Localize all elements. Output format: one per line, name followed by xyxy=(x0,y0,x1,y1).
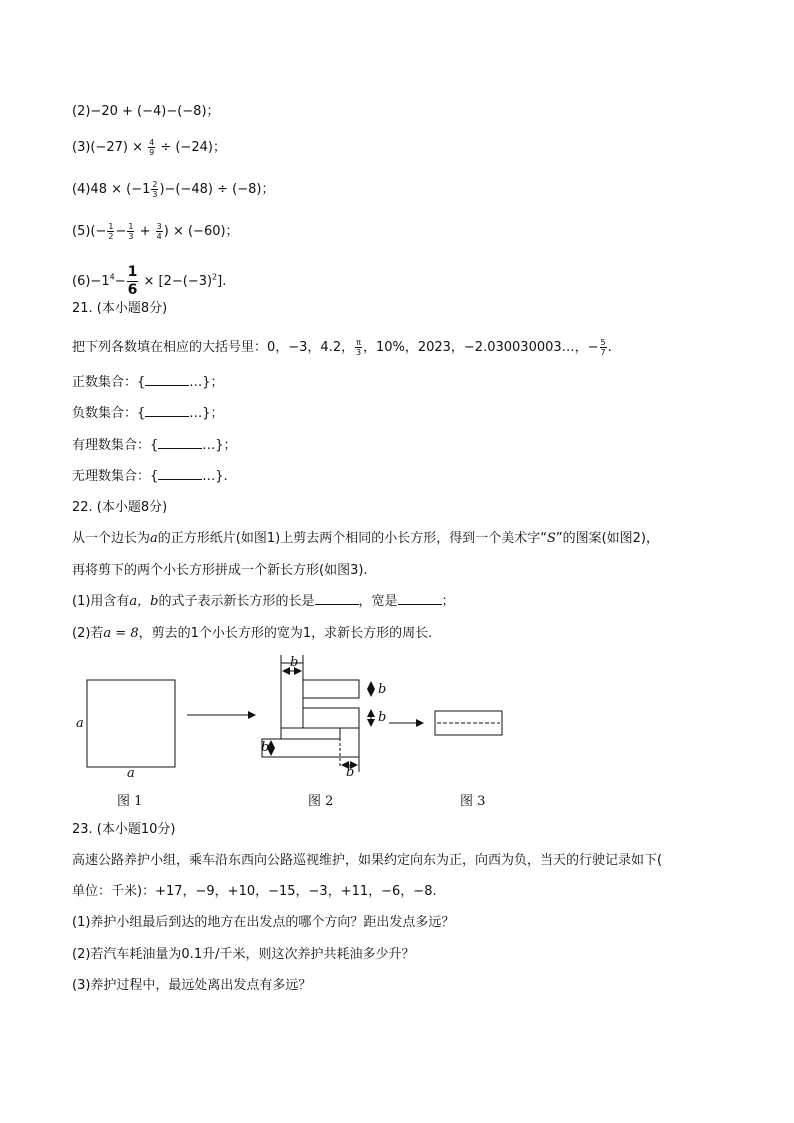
letter-s: S xyxy=(546,531,556,546)
fraction-numerator: 5 xyxy=(600,338,606,347)
math-expression: × [2−(−3) xyxy=(139,274,213,289)
fraction-numerator: 1 xyxy=(128,222,134,231)
figure-2-s-shape xyxy=(262,655,359,772)
fraction-numerator: π xyxy=(356,338,361,347)
variable: a xyxy=(150,531,158,546)
set-name: 负数集合：{ xyxy=(72,406,146,421)
caption-figure-1: 图 1 xyxy=(117,794,143,809)
math-expression: −20 + (−4)−(−8)； xyxy=(90,104,220,119)
label-a-side: a xyxy=(76,716,84,731)
item-label: (6) xyxy=(72,274,91,289)
exponent: 2 xyxy=(212,272,218,282)
equation: a = 8 xyxy=(103,626,139,641)
label-b: b xyxy=(378,710,387,725)
text: ”的图案(如图2)， xyxy=(555,531,659,546)
fraction-denominator: 4 xyxy=(156,232,162,241)
caption-figure-3: 图 3 xyxy=(460,794,486,809)
question-23-item-2: (2)若汽车耗油量为0.1升/千米，则这次养护共耗油多少升？ xyxy=(72,947,415,962)
question-23-heading: 23. (本小题10分) xyxy=(72,822,176,837)
math-expression: (−27) × xyxy=(90,140,148,155)
fraction-numerator: 2 xyxy=(152,180,158,189)
math-expression: −1 xyxy=(90,274,110,289)
fraction-denominator: 7 xyxy=(600,348,606,357)
set-tail: …}. xyxy=(202,469,228,484)
fraction-denominator: 9 xyxy=(149,148,155,157)
fraction-denominator: 6 xyxy=(127,282,138,298)
label-b: b xyxy=(261,740,270,755)
item-label: (2) xyxy=(72,104,91,119)
fraction-denominator: 3 xyxy=(128,232,134,241)
set-tail: …}； xyxy=(189,375,224,390)
math-expression: ]. xyxy=(217,274,227,289)
text: (1)用含有 xyxy=(72,594,130,609)
intro-text: ，10%，2023，−2.030030003…，− xyxy=(362,340,599,355)
caption-figure-2: 图 2 xyxy=(308,794,334,809)
figure-1-square xyxy=(87,680,175,767)
set-name: 有理数集合：{ xyxy=(72,438,159,453)
intro-text: 把下列各数填在相应的大括号里：0，−3，4.2， xyxy=(72,340,355,355)
item-label: (5) xyxy=(72,224,91,239)
question-23-item-3: (3)养护过程中，最远处离出发点有多远？ xyxy=(72,978,312,993)
fraction-numerator: 1 xyxy=(127,264,138,280)
question-22-heading: 22. (本小题8分) xyxy=(72,500,168,515)
item-label: (3) xyxy=(72,140,91,155)
math-operator: − xyxy=(115,224,127,239)
fraction-numerator: 3 xyxy=(156,222,162,231)
text: 从一个边长为 xyxy=(72,531,151,546)
fraction-denominator: 2 xyxy=(108,232,114,241)
fraction-numerator: 1 xyxy=(108,222,114,231)
text: (2)若 xyxy=(72,626,104,641)
fraction-numerator: 4 xyxy=(149,138,155,147)
label-b: b xyxy=(290,655,299,670)
text: ，剪去的1个小长方形的宽为1，求新长方形的周长. xyxy=(138,626,433,641)
math-operator: + xyxy=(135,224,155,239)
fraction-denominator: 3 xyxy=(152,190,158,199)
set-name: 正数集合：{ xyxy=(72,375,146,390)
set-tail: …}； xyxy=(189,406,224,421)
set-name: 无理数集合：{ xyxy=(72,469,159,484)
math-expression: (− xyxy=(90,224,107,239)
math-expression: ÷ (−24)； xyxy=(156,140,227,155)
question-21-heading: 21. (本小题8分) xyxy=(72,301,168,316)
label-b: b xyxy=(346,765,355,780)
math-operator: − xyxy=(114,274,126,289)
question-22-para2: 再将剪下的两个小长方形拼成一个新长方形(如图3). xyxy=(72,563,368,578)
label-b: b xyxy=(378,682,387,697)
text: 的式子表示新长方形的长是 xyxy=(158,594,315,609)
math-expression: 48 × (−1 xyxy=(90,182,151,197)
math-expression: ) × (−60)； xyxy=(163,224,239,239)
text: ； xyxy=(441,594,455,609)
text: 的正方形纸片(如图1)上剪去两个相同的小长方形，得到一个美术字“ xyxy=(157,531,547,546)
question-23-para2: 单位：千米)：+17，−9，+10，−15，−3，+11，−6，−8. xyxy=(72,884,437,899)
variables: a，b xyxy=(129,594,159,609)
dimension-arrows xyxy=(271,671,371,765)
label-a-bottom: a xyxy=(127,766,135,781)
question-23-para1: 高速公路养护小组，乘车沿东西向公路巡视维护，如果约定向东为正，向西为负，当天的行驶记录如下( xyxy=(72,853,663,868)
intro-text: . xyxy=(607,340,612,355)
math-expression: )−(−48) ÷ (−8)； xyxy=(159,182,275,197)
fraction-denominator: 3 xyxy=(355,348,362,357)
text: ，宽是 xyxy=(358,594,398,609)
question-23-item-1: (1)养护小组最后到达的地方在出发点的哪个方向？距出发点多远？ xyxy=(72,915,455,930)
item-label: (4) xyxy=(72,182,91,197)
exponent: 4 xyxy=(109,272,115,282)
set-tail: …}； xyxy=(202,438,237,453)
